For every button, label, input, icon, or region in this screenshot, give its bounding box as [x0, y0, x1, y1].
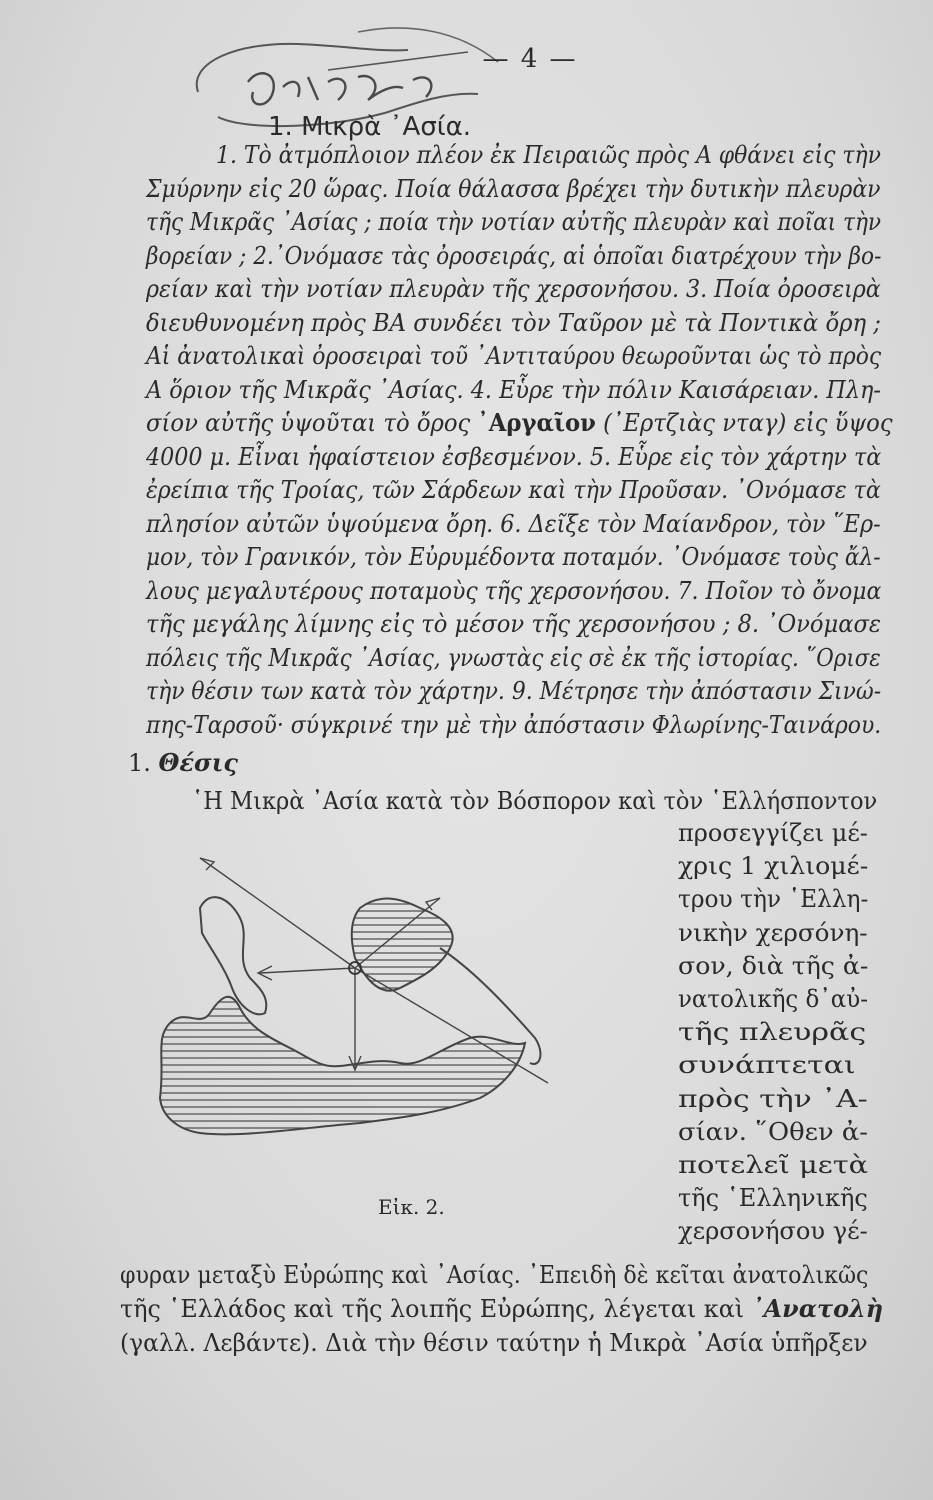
exercise-line: Α ὅριον τῆς Μικρᾶς ᾿Ασίας. 4. Εὗρε τὴν πόλιν Καισάρειαν. Πλη- [146, 375, 881, 404]
body-column-line: ποτελεῖ μετὰ [678, 1151, 869, 1179]
exercise-line: πόλεις τῆς Μικρᾶς ᾿Ασίας, γνωστὰς εἰς σὲ ἐκ τῆς ἱστορίας. ῞Ορισε [146, 643, 881, 672]
body-column-line: σίαν. ῞Οθεν ἀ- [678, 1117, 868, 1146]
exercise-line: μον, τὸν Γρανικόν, τὸν Εὐρυμέδοντα ποταμόν. ᾿Ονόμασε τοὺς ἄλ- [146, 543, 881, 571]
body-column-line: τῆς ῾Ελληνικῆς [678, 1184, 868, 1213]
chapter-title: 1. Μικρὰ ᾿Ασία. [268, 112, 471, 142]
exercise-line: τὴν θέσιν των κατὰ τὸν χάρτην. 9. Μέτρησε τὴν ἀπόστασιν Σινώ- [146, 677, 882, 705]
body-column-line: τῆς πλευρᾶς [678, 1018, 867, 1047]
exercise-line: σίον αὐτῆς ὑψοῦται τὸ ὄρος ᾿Αργαῖον (᾿Ερτζιὰς νταγ) εἰς ὕψος [146, 408, 893, 437]
body-column-line: χερσονήσου γέ- [678, 1217, 868, 1246]
exercise-line: τῆς μεγάλης λίμνης εἰς τὸ μέσον τῆς χερσονήσου ; 8. ᾿Ονόμασε [146, 610, 882, 638]
section-heading [128, 748, 238, 777]
body-column-line: σον, διὰ τῆς ἀ- [678, 951, 869, 980]
body-line-first: ῾Η Μικρὰ ᾿Ασία κατὰ τὸν Βόσπορον καὶ τὸν ῾Ελλήσποντον [192, 787, 878, 815]
body-line: (γαλλ. Λεβάντε). Διὰ τὴν θέσιν ταύτην ἡ Μικρὰ ᾿Ασία ὑπῆρξεν [120, 1329, 868, 1357]
body-line: φυραν μεταξὺ Εὐρώπης καὶ ᾿Ασίας. ᾿Επειδὴ δὲ κεῖται ἀνατολικῶς [120, 1261, 869, 1289]
exercise-line: Σμύρνην εἰς 20 ὥρας. Ποία θάλασσα βρέχει τὴν δυτικὴν πλευρὰν [146, 174, 881, 203]
exercise-line: λους μεγαλυτέρους ποταμοὺς τῆς χερσονήσου. 7. Ποῖον τὸ ὄνομα [146, 576, 882, 605]
body-column-line: χρις 1 χιλιομέ- [678, 852, 869, 881]
exercise-line: Αἱ ἀνατολικαὶ ὀροσειραὶ τοῦ ᾿Αντιταύρου θεωροῦνται ὡς τὸ πρὸς [146, 342, 882, 370]
exercise-line: ἐρείπια τῆς Τροίας, τῶν Σάρδεων καὶ τὴν Προῦσαν. ᾿Ονόμασε τὰ [146, 476, 881, 504]
body-column-line: πρὸς τὴν ᾿Α- [678, 1084, 868, 1113]
exercise-line: διευθυνομένη πρὸς ΒΑ συνδέει τὸν Ταῦρον μὲ τὰ Ποντικὰ ὄρη ; [146, 308, 881, 337]
body-column-line: συνάπτεται [678, 1051, 856, 1080]
exercise-line: 4000 μ. Εἶναι ἡφαίστειον ἐσβεσμένον. 5. Εὗρε εἰς τὸν χάρτην τὰ [146, 442, 882, 471]
exercise-line: βορείαν ; 2.᾿Ονόμασε τὰς ὀροσειράς, αἱ ὁποῖαι διατρέχουν τὴν βο- [146, 241, 882, 270]
body-column-line: νικὴν χερσόνη- [678, 918, 868, 947]
exercise-line: πλησίον αὐτῶν ὑψούμενα ὄρη. 6. Δεῖξε τὸν Μαίανδρον, τὸν ῞Ερ- [146, 509, 881, 538]
body-column-line: προσεγγίζει μέ- [678, 819, 868, 847]
page-number: — 4 — [482, 44, 578, 74]
exercise-line: 1. Τὸ ἀτμόπλοιον πλέον ἐκ Πειραιῶς πρὸς Α φθάνει εἰς τὴν [216, 141, 881, 169]
sketch-map-figure [140, 838, 560, 1148]
body-line: τῆς ῾Ελλάδος καὶ τῆς λοιπῆς Εὐρώπης, λέγεται καὶ ᾿Ανατολὴ [120, 1294, 884, 1323]
exercise-line: τῆς Μικρᾶς ᾿Ασίας ; ποία τὴν νοτίαν αὐτῆς πλευρὰν καὶ ποῖαι τὴν [146, 208, 882, 236]
body-column-line: τρου τὴν ῾Ελλη- [678, 885, 869, 914]
body-column-line: νατολικῆς δ᾿αὐ- [678, 985, 868, 1013]
exercise-line: ρείαν καὶ τὴν νοτίαν πλευρὰν τῆς χερσονήσου. 3. Ποία ὀροσειρὰ [146, 275, 881, 303]
exercise-line: πης-Ταρσοῦ· σύγκρινέ την μὲ τὴν ἀπόστασιν Φλωρίνης-Ταινάρου. [146, 710, 882, 739]
section-number: 1. [128, 749, 151, 777]
figure-caption: Εἰκ. 2. [378, 1195, 445, 1219]
section-title: Θέσις [158, 748, 238, 777]
